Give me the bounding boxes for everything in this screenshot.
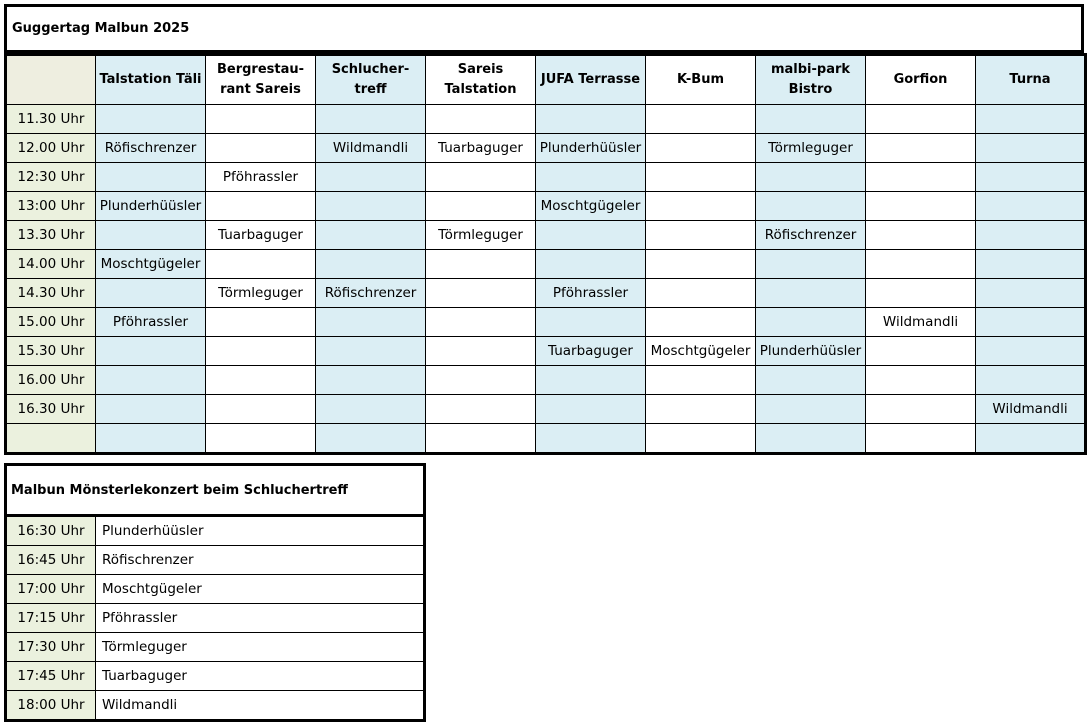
- performance-cell: Plunderhüüsler: [536, 134, 646, 163]
- concert-time-cell: 16:30 Uhr: [6, 516, 96, 546]
- performance-cell: Törmleguger: [756, 134, 866, 163]
- performance-cell: [426, 250, 536, 279]
- performance-cell: [96, 337, 206, 366]
- performance-cell: [646, 163, 756, 192]
- time-cell: 12:30 Uhr: [6, 163, 96, 192]
- performance-cell: [536, 395, 646, 424]
- performance-cell: [426, 366, 536, 395]
- venue-header: Bergrestau-rant Sareis: [206, 55, 316, 105]
- performance-cell: [866, 105, 976, 134]
- time-cell: 16.30 Uhr: [6, 395, 96, 424]
- performance-cell: [866, 192, 976, 221]
- performance-cell: [536, 366, 646, 395]
- schedule-row: [6, 163, 1086, 192]
- concert-band-cell: Törmleguger: [96, 633, 425, 662]
- performance-cell: [756, 395, 866, 424]
- concert-time-cell: 18:00 Uhr: [6, 691, 96, 721]
- schedule-row: [6, 279, 1086, 308]
- performance-cell: [976, 337, 1086, 366]
- performance-cell: [316, 308, 426, 337]
- performance-cell: [96, 163, 206, 192]
- performance-cell: Moschtgügeler: [646, 337, 756, 366]
- performance-cell: [646, 221, 756, 250]
- schedule-body: [6, 105, 1086, 454]
- time-cell: [6, 424, 96, 454]
- venue-header: Gorfion: [866, 55, 976, 105]
- concert-band-cell: Röfischrenzer: [96, 546, 425, 575]
- performance-cell: Tuarbaguger: [536, 337, 646, 366]
- performance-cell: [96, 221, 206, 250]
- performance-cell: Röfischrenzer: [756, 221, 866, 250]
- performance-cell: [206, 395, 316, 424]
- performance-cell: [426, 105, 536, 134]
- performance-cell: [316, 366, 426, 395]
- performance-cell: [976, 366, 1086, 395]
- performance-cell: [646, 395, 756, 424]
- time-cell: 14.30 Uhr: [6, 279, 96, 308]
- corner-cell: [6, 55, 96, 105]
- performance-cell: [756, 424, 866, 454]
- schedule-row: [6, 424, 1086, 454]
- schedule-row: [6, 250, 1086, 279]
- performance-cell: [96, 105, 206, 134]
- time-cell: 13.30 Uhr: [6, 221, 96, 250]
- performance-cell: [206, 366, 316, 395]
- concert-time-cell: 17:45 Uhr: [6, 662, 96, 691]
- performance-cell: [976, 221, 1086, 250]
- concert-band-cell: Pföhrassler: [96, 604, 425, 633]
- concert-time-cell: 16:45 Uhr: [6, 546, 96, 575]
- concert-body: [6, 516, 425, 721]
- performance-cell: [316, 221, 426, 250]
- performance-cell: Tuarbaguger: [206, 221, 316, 250]
- performance-cell: [646, 424, 756, 454]
- concert-time-cell: 17:15 Uhr: [6, 604, 96, 633]
- concert-time-cell: 17:30 Uhr: [6, 633, 96, 662]
- venue-header: Schlucher-treff: [316, 55, 426, 105]
- performance-cell: Pföhrassler: [536, 279, 646, 308]
- performance-cell: [206, 134, 316, 163]
- venue-header: Sareis Talstation: [426, 55, 536, 105]
- performance-cell: [426, 337, 536, 366]
- venue-header: Talstation Täli: [96, 55, 206, 105]
- performance-cell: [756, 192, 866, 221]
- performance-cell: [316, 105, 426, 134]
- performance-cell: [96, 279, 206, 308]
- performance-cell: [96, 366, 206, 395]
- venue-header: JUFA Terrasse: [536, 55, 646, 105]
- performance-cell: [426, 192, 536, 221]
- performance-cell: Wildmandli: [976, 395, 1086, 424]
- performance-cell: Törmleguger: [206, 279, 316, 308]
- performance-cell: [976, 192, 1086, 221]
- concert-row: [6, 633, 425, 662]
- performance-cell: [206, 337, 316, 366]
- performance-cell: [976, 250, 1086, 279]
- performance-cell: Wildmandli: [866, 308, 976, 337]
- performance-cell: [96, 424, 206, 454]
- performance-cell: [756, 366, 866, 395]
- performance-cell: [756, 105, 866, 134]
- performance-cell: [536, 163, 646, 192]
- performance-cell: [206, 308, 316, 337]
- performance-cell: [316, 250, 426, 279]
- performance-cell: [866, 279, 976, 308]
- performance-cell: [536, 308, 646, 337]
- concert-row: [6, 575, 425, 604]
- time-cell: 12.00 Uhr: [6, 134, 96, 163]
- performance-cell: [866, 163, 976, 192]
- schedule-row: [6, 366, 1086, 395]
- performance-cell: [646, 105, 756, 134]
- schedule-row: [6, 337, 1086, 366]
- performance-cell: [316, 163, 426, 192]
- performance-cell: Wildmandli: [316, 134, 426, 163]
- performance-cell: [536, 250, 646, 279]
- performance-cell: [976, 105, 1086, 134]
- performance-cell: [316, 192, 426, 221]
- performance-cell: [976, 308, 1086, 337]
- venue-header: K-Bum: [646, 55, 756, 105]
- concert-table: [4, 514, 426, 722]
- performance-cell: [426, 395, 536, 424]
- performance-cell: [96, 395, 206, 424]
- performance-cell: Tuarbaguger: [426, 134, 536, 163]
- concert-row: [6, 662, 425, 691]
- performance-cell: Pföhrassler: [206, 163, 316, 192]
- performance-cell: [976, 134, 1086, 163]
- performance-cell: [646, 366, 756, 395]
- venue-header: Turna: [976, 55, 1086, 105]
- performance-cell: [206, 250, 316, 279]
- time-cell: 11.30 Uhr: [6, 105, 96, 134]
- concert-title: Malbun Mönsterlekonzert beim Schluchertreff: [4, 463, 426, 515]
- performance-cell: Moschtgügeler: [96, 250, 206, 279]
- performance-cell: [646, 134, 756, 163]
- concert-row: [6, 691, 425, 721]
- concert-band-cell: Plunderhüüsler: [96, 516, 425, 546]
- performance-cell: Pföhrassler: [96, 308, 206, 337]
- schedule-table: [4, 53, 1087, 455]
- venue-header: malbi-park Bistro: [756, 55, 866, 105]
- performance-cell: [536, 221, 646, 250]
- performance-cell: [976, 424, 1086, 454]
- performance-cell: [316, 424, 426, 454]
- performance-cell: [206, 192, 316, 221]
- performance-cell: [426, 279, 536, 308]
- concert-band-cell: Tuarbaguger: [96, 662, 425, 691]
- performance-cell: Plunderhüüsler: [96, 192, 206, 221]
- schedule-row: [6, 221, 1086, 250]
- performance-cell: [756, 279, 866, 308]
- performance-cell: [206, 424, 316, 454]
- concert-band-cell: Wildmandli: [96, 691, 425, 721]
- time-cell: 15.00 Uhr: [6, 308, 96, 337]
- performance-cell: [536, 424, 646, 454]
- performance-cell: Törmleguger: [426, 221, 536, 250]
- performance-cell: Röfischrenzer: [316, 279, 426, 308]
- performance-cell: [646, 308, 756, 337]
- performance-cell: Moschtgügeler: [536, 192, 646, 221]
- performance-cell: [206, 105, 316, 134]
- concert-row: [6, 546, 425, 575]
- venue-header-row: [6, 55, 1086, 105]
- performance-cell: [756, 308, 866, 337]
- concert-row: [6, 604, 425, 633]
- performance-cell: [646, 192, 756, 221]
- performance-cell: [866, 424, 976, 454]
- performance-cell: [976, 279, 1086, 308]
- time-cell: 16.00 Uhr: [6, 366, 96, 395]
- schedule-row: [6, 134, 1086, 163]
- performance-cell: [866, 221, 976, 250]
- time-cell: 14.00 Uhr: [6, 250, 96, 279]
- schedule-row: [6, 105, 1086, 134]
- performance-cell: [316, 337, 426, 366]
- schedule-row: [6, 192, 1086, 221]
- performance-cell: [756, 250, 866, 279]
- performance-cell: Plunderhüüsler: [756, 337, 866, 366]
- performance-cell: Röfischrenzer: [96, 134, 206, 163]
- performance-cell: [866, 395, 976, 424]
- performance-cell: [866, 250, 976, 279]
- performance-cell: [756, 163, 866, 192]
- performance-cell: [426, 308, 536, 337]
- performance-cell: [866, 366, 976, 395]
- performance-cell: [866, 134, 976, 163]
- performance-cell: [646, 279, 756, 308]
- performance-cell: [976, 163, 1086, 192]
- concert-time-cell: 17:00 Uhr: [6, 575, 96, 604]
- time-cell: 13:00 Uhr: [6, 192, 96, 221]
- performance-cell: [536, 105, 646, 134]
- schedule-row: [6, 395, 1086, 424]
- concert-band-cell: Moschtgügeler: [96, 575, 425, 604]
- performance-cell: [426, 424, 536, 454]
- schedule-row: [6, 308, 1086, 337]
- schedule-title: Guggertag Malbun 2025: [4, 4, 1084, 53]
- performance-cell: [316, 395, 426, 424]
- performance-cell: [646, 250, 756, 279]
- performance-cell: [866, 337, 976, 366]
- performance-cell: [426, 163, 536, 192]
- time-cell: 15.30 Uhr: [6, 337, 96, 366]
- concert-row: [6, 516, 425, 546]
